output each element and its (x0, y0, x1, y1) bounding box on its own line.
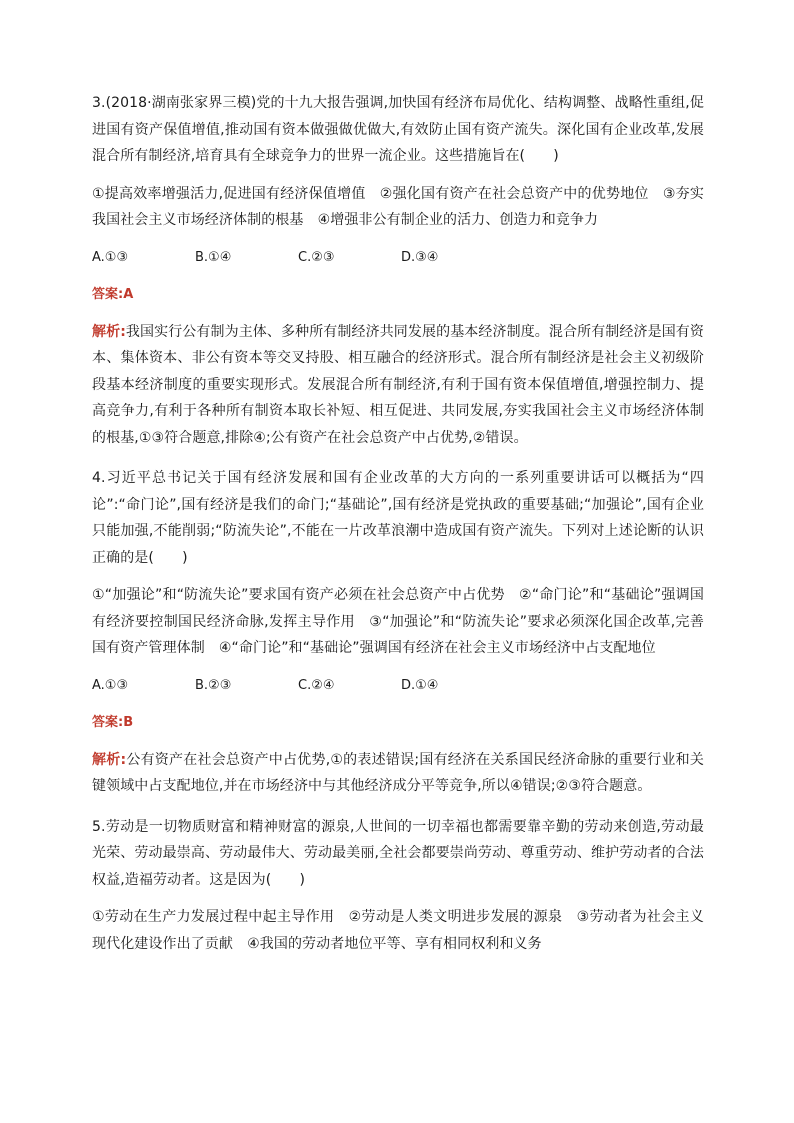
question-4-number: 4. (92, 470, 106, 486)
question-4-choices (92, 673, 704, 699)
question-3-stem (92, 90, 704, 170)
question-5-stem (92, 814, 704, 894)
question-3-stem-text: (2018·湖南张家界三模)党的十九大报告强调,加快国有经济布局优化、结构调整、战略性重组,促进国有资产保值增值,推动国有资本做强做优做大,有效防止国有资产流失。深化国有企业改革,发展混合所有制经济,培育具有全球竞争力的世界一流企业。这些措施旨在( ) (92, 95, 704, 164)
question-3-choice-a: A.①③ (92, 249, 129, 265)
question-5-stem-text: 劳动是一切物质财富和精神财富的源泉,人世间的一切幸福也都需要靠辛勤的劳动来创造,劳动最光荣、劳动最崇高、劳动最伟大、劳动最美丽,全社会都要崇尚劳动、尊重劳动、维护劳动者的合法权益,造福劳动者。这是因为( ) (92, 818, 704, 888)
question-5-number: 5. (92, 818, 106, 835)
question-3-choice-c: C.②③ (298, 249, 335, 265)
question-4-choice-d: D.①④ (401, 677, 439, 693)
answer-value: A (123, 286, 134, 302)
question-3-choice-b: B.①④ (195, 249, 232, 265)
question-5 (92, 814, 704, 958)
question-3-answer (92, 282, 704, 308)
question-3-choices (92, 245, 704, 271)
question-5-options: ①劳动在生产力发展过程中起主导作用 ②劳动是人类文明进步发展的源泉 ③劳动者为社会主义现代化建设作出了贡献 ④我国的劳动者地位平等、享有相同权利和义务 (92, 909, 704, 952)
question-3-choice-d: D.③④ (401, 249, 439, 265)
answer-label: 答案: (92, 714, 124, 730)
question-3-options: ①提高效率增强活力,促进国有经济保值增值 ②强化国有资产在社会总资产中的优势地位 ③夯实我国社会主义市场经济体制的根基 ④增强非公有制企业的活力、创造力和竞争力 (92, 185, 704, 228)
question-4-stem (92, 465, 704, 571)
question-4-choice-b: B.②③ (195, 677, 232, 693)
question-4-options: ①“加强论”和“防流失论”要求国有资产必须在社会总资产中占优势 ②“命门论”和“基础论”强调国有经济要控制国民经济命脉,发挥主导作用 ③“加强论”和“防流失论”要求必须深化国企改革,完善国有资产管理体制 ④“命门论”和“基础论”强调国有经济在社会主义市场经济中占支配地位 (92, 587, 704, 656)
answer-value: B (123, 714, 134, 730)
question-3-explanation (92, 319, 704, 452)
explain-label: 解析: (92, 323, 126, 340)
question-3-number: 3. (92, 95, 106, 111)
question-4-explanation (92, 747, 704, 800)
explain-text: 公有资产在社会总资产中占优势,①的表述错误;国有经济在关系国民经济命脉的重要行业和关键领域中占支配地位,并在市场经济中与其他经济成分平等竞争,所以④错误;②③符合题意。 (92, 751, 704, 794)
explain-label: 解析: (92, 751, 127, 768)
document-page (92, 90, 704, 957)
question-3 (92, 90, 704, 451)
question-4-choice-a: A.①③ (92, 677, 129, 693)
question-4 (92, 465, 704, 800)
explain-text: 我国实行公有制为主体、多种所有制经济共同发展的基本经济制度。混合所有制经济是国有资本、集体资本、非公有资本等交叉持股、相互融合的经济形式。混合所有制经济是社会主义初级阶段基本经济制度的重要实现形式。发展混合所有制经济,有利于国有资本保值增值,增强控制力、提高竞争力,有利于各种所有制资本取长补短、相互促进、共同发展,夯实我国社会主义市场经济体制的根基,①③符合题意,排除④;公有资产在社会总资产中占优势,②错误。 (92, 323, 705, 446)
question-4-stem-text: 习近平总书记关于国有经济发展和国有企业改革的大方向的一系列重要讲话可以概括为“四论”:“命门论”,国有经济是我们的命门;“基础论”,国有经济是党执政的重要基础;“加强论”,国有企业只能加强,不能削弱;“防流失论”,不能在一片改革浪潮中造成国有资产流失。下列对上述论断的认识正确的是( ) (92, 470, 704, 566)
answer-label: 答案: (92, 286, 124, 302)
question-4-answer (92, 710, 704, 736)
question-4-choice-c: C.②④ (298, 677, 335, 693)
